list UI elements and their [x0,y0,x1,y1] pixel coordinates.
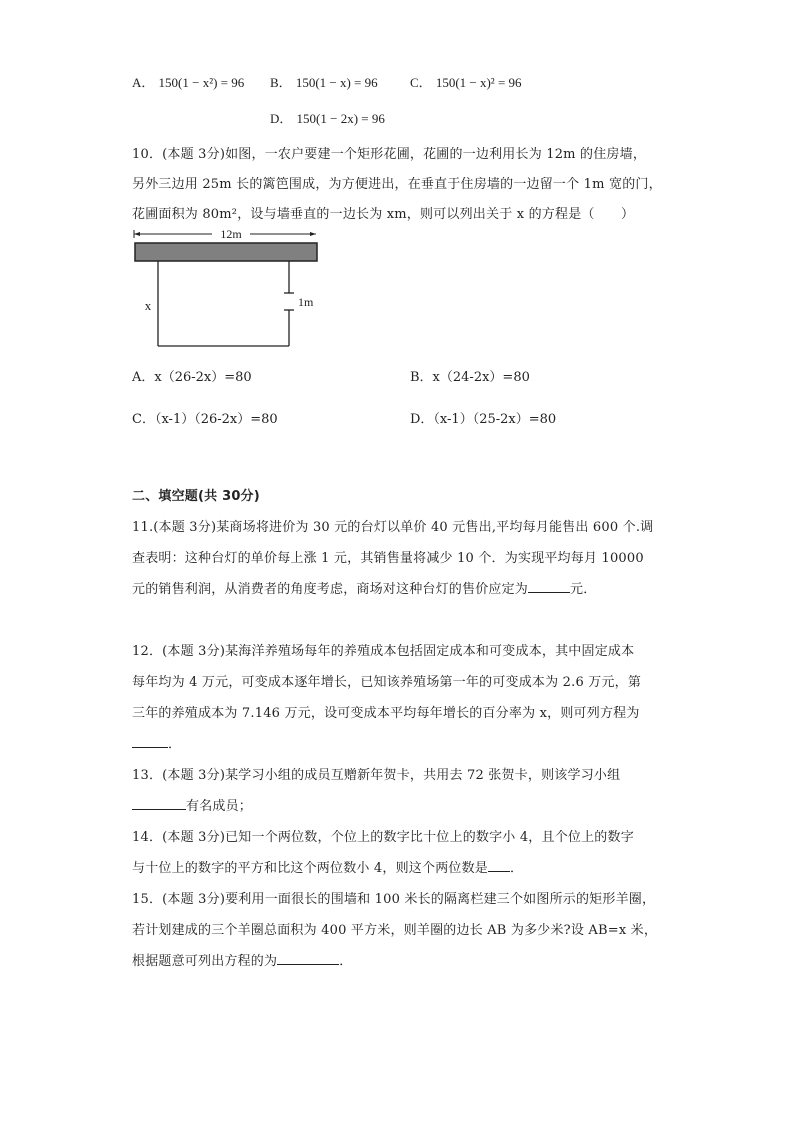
side-x-label: x [144,298,152,313]
q13-line-1: 13．(本题 3分)某学习小组的成员互赠新年贺卡，共用去 72 张贺卡，则该学习小组 [132,768,621,783]
q15-line-1: 15．(本题 3分)要利用一面很长的围墙和 100 米长的隔离栏建三个如图所示的矩形羊圈， [132,892,656,907]
q11-line-3 [132,578,596,597]
q14-line-2 [132,857,523,876]
section-2-title: 二、填空题(共 30分) [132,489,260,504]
q15-line-3-text: 根据题意可列出方程的为 [132,954,278,969]
answer-blank [488,859,510,872]
q10-line-1: 10．(本题 3分)如图，一农户要建一个矩形花圃，花圃的一边利用长为 12m 的住房墙， [132,147,647,162]
q9-option-c [410,72,522,91]
door-width-label: 1m [298,295,314,309]
q15-suffix: ． [339,954,353,969]
garden-figure [126,224,326,350]
q12-line-2: 每年均为 4 万元，可变成本逐年增长，已知该养殖场第一年的可变成本为 2.6 万元，第 [132,675,642,690]
answer-blank [132,797,186,810]
q9-option-a [132,72,244,91]
q13-line-2 [132,795,252,814]
q12-suffix: ． [168,737,182,752]
q14-suffix: ． [510,861,524,876]
q11-suffix: 元． [570,582,597,597]
answer-blank [528,580,570,593]
fence-outline [158,261,294,346]
q9-option-b [270,72,378,91]
q15-line-2: 若计划建成的三个羊圈总面积为 400 平方米，则羊圈的边长 AB 为多少米?设 AB=x 米， [132,923,658,938]
option-expression: 150(1 − x) = 96 [295,75,378,90]
option-label: C． [410,75,432,90]
q12-line-1: 12．(本题 3分)某海洋养殖场每年的养殖成本包括固定成本和可变成本，其中固定成本 [132,644,635,659]
q12-line-4 [132,733,181,752]
wall-length-label: 12m [220,227,242,241]
option-expression: 150(1 − 2x) = 96 [296,111,385,126]
q11-line-1: 11.(本题 3分)某商场将进价为 30 元的台灯以单价 40 元售出,平均每月能售出 600 个.调 [132,520,654,535]
q10-option-b: B．x（24-2x）=80 [410,370,530,385]
q10-option-d: D．（x-1）（25-2x）=80 [410,412,557,427]
answer-blank [277,952,339,965]
q9-option-d [270,108,385,127]
answer-blank [132,735,168,748]
q14-line-1: 14．(本题 3分)已知一个两位数，个位上的数字比十位上的数字小 4，且个位上的数字 [132,830,634,845]
q15-line-3 [132,950,352,969]
q14-line-2-text: 与十位上的数字的平方和比这个两位数小 4，则这个两位数是 [132,861,489,876]
q10-option-a: A．x（26-2x）=80 [132,370,252,385]
q11-line-3-text: 元的销售利润，从消费者的角度考虑，商场对这种台灯的售价应定为 [132,582,529,597]
q11-line-2: 查表明：这种台灯的单价每上涨 1 元，其销售量将减少 10 个．为实现平均每月 10000 [132,551,644,566]
q12-line-3: 三年的养殖成本为 7.146 万元，设可变成本平均每年增长的百分率为 x，则可列方程为 [132,706,640,721]
option-label: B． [270,75,292,90]
option-label: D． [270,111,293,126]
q10-option-c: C．（x-1）（26-2x）=80 [132,412,278,427]
option-expression: 150(1 − x)² = 96 [435,75,522,90]
q13-suffix: 有名成员； [186,799,253,814]
option-expression: 150(1 − x²) = 96 [158,75,245,90]
option-label: A． [132,75,155,90]
house-wall [135,243,317,261]
q10-line-2: 另外三边用 25m 长的篱笆围成，为方便进出，在垂直于住房墙的一边留一个 1m 宽的门， [132,177,662,192]
q10-line-3: 花圃面积为 80m²，设与墙垂直的一边长为 xm，则可以列出关于 x 的方程是（ ） [132,207,635,222]
